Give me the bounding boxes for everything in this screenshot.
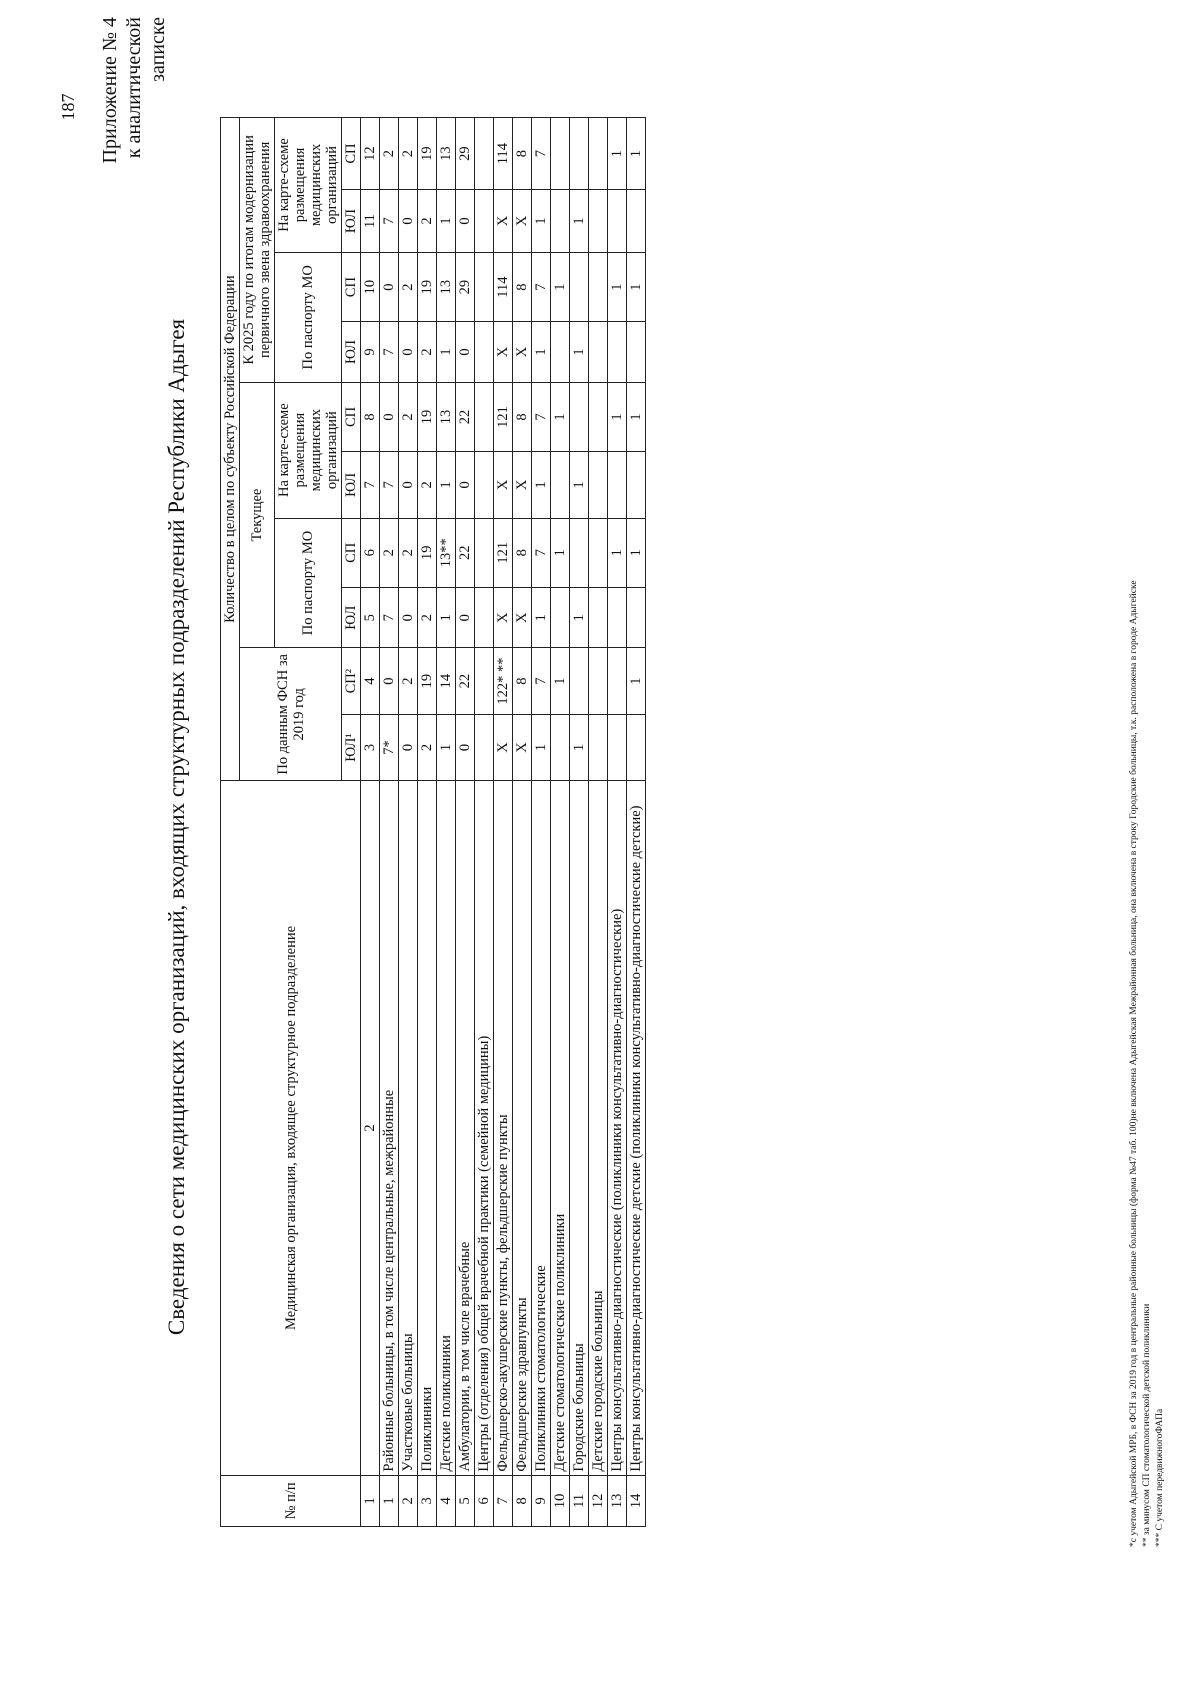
value-cell: 14 [437, 648, 456, 714]
value-cell: 2 [399, 252, 418, 321]
row-name: Участковые больницы [399, 781, 418, 1475]
value-cell: 1 [532, 714, 551, 780]
value-cell [570, 648, 589, 714]
value-cell: 1 [627, 648, 646, 714]
value-cell: 2 [380, 518, 399, 587]
value-cell: 1 [551, 382, 570, 451]
value-cell: 0 [380, 252, 399, 321]
value-cell [551, 322, 570, 382]
header-org: Медицинская организация, входящее структурное подразделение [221, 781, 361, 1475]
value-cell: X [494, 588, 513, 648]
table-row [380, 118, 399, 1527]
value-cell: 22 [456, 648, 475, 714]
value-cell: 1 [551, 518, 570, 587]
value-cell: 2 [399, 518, 418, 587]
value-cell [475, 648, 494, 714]
index-cell: 3 [361, 714, 380, 780]
value-cell: 1 [608, 252, 627, 321]
index-row [361, 118, 380, 1527]
row-name: Фельдшерские здравпункты [513, 781, 532, 1475]
table-row [570, 118, 589, 1527]
value-cell [589, 118, 608, 190]
index-cell: 6 [361, 518, 380, 587]
table-row [513, 118, 532, 1527]
value-cell: 2 [399, 382, 418, 451]
value-cell [475, 452, 494, 518]
value-cell: 8 [513, 518, 532, 587]
row-number: 10 [551, 1475, 570, 1526]
header-sp: СП [342, 252, 361, 321]
value-cell: 0 [456, 588, 475, 648]
row-number: 13 [608, 1475, 627, 1526]
value-cell [608, 190, 627, 253]
value-cell [589, 714, 608, 780]
value-cell [627, 190, 646, 253]
value-cell: 13 [437, 382, 456, 451]
footnote: *** С учетом передвижногоФАПа [1155, 1408, 1165, 1547]
value-cell: 1 [570, 714, 589, 780]
value-cell: 1 [551, 252, 570, 321]
value-cell: 1 [570, 452, 589, 518]
value-cell: X [513, 714, 532, 780]
value-cell [589, 322, 608, 382]
value-cell [551, 190, 570, 253]
value-cell: 0 [456, 190, 475, 253]
value-cell [475, 190, 494, 253]
table-row [437, 118, 456, 1527]
value-cell: X [494, 190, 513, 253]
index-cell: 12 [361, 118, 380, 190]
value-cell: 1 [551, 648, 570, 714]
row-name: Поликлиники стоматологические [532, 781, 551, 1475]
value-cell: 1 [570, 588, 589, 648]
value-cell: X [513, 322, 532, 382]
header-current: Текущее [240, 382, 275, 648]
value-cell [475, 252, 494, 321]
value-cell: 2 [418, 588, 437, 648]
value-cell [627, 588, 646, 648]
value-cell: X [494, 452, 513, 518]
value-cell: 2 [380, 118, 399, 190]
row-number: 2 [399, 1475, 418, 1526]
header-total: Количество в целом по субъекту Российской Федерации [221, 118, 240, 781]
table-body [380, 118, 646, 1527]
value-cell [589, 382, 608, 451]
index-cell: 2 [361, 781, 380, 1475]
header-fsn: По данным ФСН за 2019 год [240, 648, 342, 781]
index-cell: 7 [361, 452, 380, 518]
value-cell: 0 [456, 322, 475, 382]
index-cell: 1 [361, 1475, 380, 1526]
footnotes [1128, 580, 1167, 1547]
value-cell: 8 [513, 382, 532, 451]
value-cell: 1 [532, 322, 551, 382]
value-cell [475, 118, 494, 190]
value-cell: 1 [608, 382, 627, 451]
header-current-map: На карте-схеме размещения медицинских организаций [275, 382, 342, 518]
row-name: Центры консультативно-диагностические (поликлиники консультативно-диагностические) [608, 781, 627, 1475]
row-number: 7 [494, 1475, 513, 1526]
value-cell: 7 [532, 118, 551, 190]
value-cell: 1 [608, 118, 627, 190]
value-cell [475, 588, 494, 648]
value-cell [589, 452, 608, 518]
header-sp2: СП² [342, 648, 361, 714]
table-row [532, 118, 551, 1527]
value-cell [551, 118, 570, 190]
value-cell: 2 [399, 648, 418, 714]
value-cell: 7 [380, 322, 399, 382]
value-cell [551, 588, 570, 648]
header-yul: ЮЛ [342, 322, 361, 382]
row-number: 5 [456, 1475, 475, 1526]
index-cell: 11 [361, 190, 380, 253]
header-yul: ЮЛ [342, 190, 361, 253]
value-cell: 13 [437, 118, 456, 190]
value-cell [570, 382, 589, 451]
value-cell: 0 [399, 714, 418, 780]
row-name: Поликлиники [418, 781, 437, 1475]
value-cell: 2 [399, 118, 418, 190]
value-cell: 1 [532, 588, 551, 648]
value-cell: 7 [380, 452, 399, 518]
value-cell [608, 452, 627, 518]
table-row [456, 118, 475, 1527]
value-cell [475, 714, 494, 780]
row-name: Детские поликлиники [437, 781, 456, 1475]
value-cell: 7 [380, 588, 399, 648]
header-target-passport: По паспорту МО [275, 252, 342, 382]
index-cell: 4 [361, 648, 380, 714]
value-cell: 1 [627, 118, 646, 190]
value-cell: 7 [380, 190, 399, 253]
row-name: Городские больницы [570, 781, 589, 1475]
page-number: 187 [58, 93, 78, 121]
value-cell: 2 [418, 190, 437, 253]
header-sp: СП [342, 382, 361, 451]
value-cell: 121 [494, 382, 513, 451]
page-title: Сведения о сети медицинских организаций, входящих структурных подразделений Республики Адыгея [164, 318, 189, 1336]
table-row [475, 118, 494, 1527]
network-table [220, 117, 646, 1527]
value-cell: 19 [418, 648, 437, 714]
index-cell: 10 [361, 252, 380, 321]
value-cell: 2 [418, 714, 437, 780]
header-sp: СП [342, 118, 361, 190]
value-cell: 0 [399, 322, 418, 382]
value-cell: 7 [532, 648, 551, 714]
header-yul1: ЮЛ¹ [342, 714, 361, 780]
value-cell: 2 [418, 452, 437, 518]
header-yul: ЮЛ [342, 452, 361, 518]
row-number: 6 [475, 1475, 494, 1526]
value-cell: 29 [456, 118, 475, 190]
value-cell: X [494, 322, 513, 382]
value-cell [627, 452, 646, 518]
value-cell: 1 [570, 190, 589, 253]
index-cell: 9 [361, 322, 380, 382]
row-name: Амбулатории, в том числе врачебные [456, 781, 475, 1475]
value-cell: 1 [437, 714, 456, 780]
value-cell: X [494, 714, 513, 780]
row-number: 12 [589, 1475, 608, 1526]
value-cell: 22 [456, 518, 475, 587]
value-cell: 0 [456, 714, 475, 780]
annex-label [98, 17, 170, 217]
value-cell: 1 [437, 452, 456, 518]
row-number: 9 [532, 1475, 551, 1526]
value-cell [589, 588, 608, 648]
value-cell: 7 [532, 518, 551, 587]
value-cell: 13 [437, 252, 456, 321]
value-cell [570, 118, 589, 190]
value-cell: 7 [532, 382, 551, 451]
value-cell: 1 [437, 322, 456, 382]
header-target-map: На карте-схеме размещения медицинских организаций [275, 118, 342, 253]
header-sp: СП [342, 518, 361, 587]
value-cell [608, 648, 627, 714]
value-cell: 0 [399, 452, 418, 518]
value-cell: 19 [418, 382, 437, 451]
annex-line-2: к аналитической записке [123, 17, 169, 159]
value-cell: 22 [456, 382, 475, 451]
value-cell: 7* [380, 714, 399, 780]
value-cell: 1 [532, 452, 551, 518]
row-number: 14 [627, 1475, 646, 1526]
index-cell: 5 [361, 588, 380, 648]
value-cell: 29 [456, 252, 475, 321]
value-cell: 0 [399, 190, 418, 253]
row-name: Фельдшерско-акушерские пункты, фельдшерские пункты [494, 781, 513, 1475]
table-row [589, 118, 608, 1527]
row-name: Центры (отделения) общей врачебной практики (семейной медицины) [475, 781, 494, 1475]
value-cell [589, 518, 608, 587]
value-cell: 1 [608, 518, 627, 587]
header-yul: ЮЛ [342, 588, 361, 648]
value-cell: X [513, 452, 532, 518]
footnote: ** за минусом СП стоматологической детской поликлиники [1142, 1303, 1152, 1547]
value-cell: 13** [437, 518, 456, 587]
value-cell: 114 [494, 118, 513, 190]
value-cell [627, 714, 646, 780]
row-number: 8 [513, 1475, 532, 1526]
row-name: Детские стоматологические поликлиники [551, 781, 570, 1475]
table-row [551, 118, 570, 1527]
value-cell [475, 518, 494, 587]
value-cell: 1 [627, 252, 646, 321]
row-number: 1 [380, 1475, 399, 1526]
row-name: Районные больницы, в том числе центральные, межрайонные [380, 781, 399, 1475]
value-cell [589, 648, 608, 714]
row-number: 3 [418, 1475, 437, 1526]
annex-line-1: Приложение № 4 [99, 17, 121, 164]
value-cell: 1 [532, 190, 551, 253]
value-cell [570, 518, 589, 587]
value-cell: 8 [513, 252, 532, 321]
row-name: Детские городские больницы [589, 781, 608, 1475]
value-cell: X [513, 190, 532, 253]
value-cell [589, 190, 608, 253]
value-cell [551, 452, 570, 518]
table-row [494, 118, 513, 1527]
value-cell: 0 [380, 382, 399, 451]
value-cell [475, 322, 494, 382]
value-cell: 19 [418, 118, 437, 190]
header-current-passport: По паспорту МО [275, 518, 342, 648]
value-cell [475, 382, 494, 451]
footnote: *с учетом Адыгейской МРБ, в ФСН за 2019 год в центральные районные больницы (форма №47 таб. 100)не включена Адыгейская Межрайонная больница, она включена в строку Городские больницы, т.к. расположена в городе Адыгейске [1129, 580, 1139, 1547]
value-cell [551, 714, 570, 780]
header-target: К 2025 году по итогам модернизации первичного звена здравоохранения [240, 118, 275, 383]
header-num: № п/п [221, 1475, 361, 1526]
value-cell: 0 [380, 648, 399, 714]
value-cell: 7 [532, 252, 551, 321]
value-cell: 8 [513, 648, 532, 714]
value-cell: 121 [494, 518, 513, 587]
value-cell: 1 [437, 190, 456, 253]
value-cell: 0 [456, 452, 475, 518]
table-row [627, 118, 646, 1527]
value-cell [570, 252, 589, 321]
value-cell: 19 [418, 252, 437, 321]
value-cell: 1 [570, 322, 589, 382]
value-cell: 1 [627, 518, 646, 587]
value-cell: 122* ** [494, 648, 513, 714]
value-cell: 2 [418, 322, 437, 382]
index-cell: 8 [361, 382, 380, 451]
value-cell [608, 714, 627, 780]
row-number: 11 [570, 1475, 589, 1526]
row-number: 4 [437, 1475, 456, 1526]
table-row [608, 118, 627, 1527]
value-cell: 1 [437, 588, 456, 648]
value-cell: 8 [513, 118, 532, 190]
value-cell: 114 [494, 252, 513, 321]
value-cell [608, 322, 627, 382]
value-cell [627, 322, 646, 382]
value-cell [608, 588, 627, 648]
value-cell [589, 252, 608, 321]
value-cell: 19 [418, 518, 437, 587]
value-cell: 0 [399, 588, 418, 648]
table-row [418, 118, 437, 1527]
value-cell: X [513, 588, 532, 648]
table-row [399, 118, 418, 1527]
row-name: Центры консультативно-диагностические детские (поликлиники консультативно-диагностические детские) [627, 781, 646, 1475]
value-cell: 1 [627, 382, 646, 451]
